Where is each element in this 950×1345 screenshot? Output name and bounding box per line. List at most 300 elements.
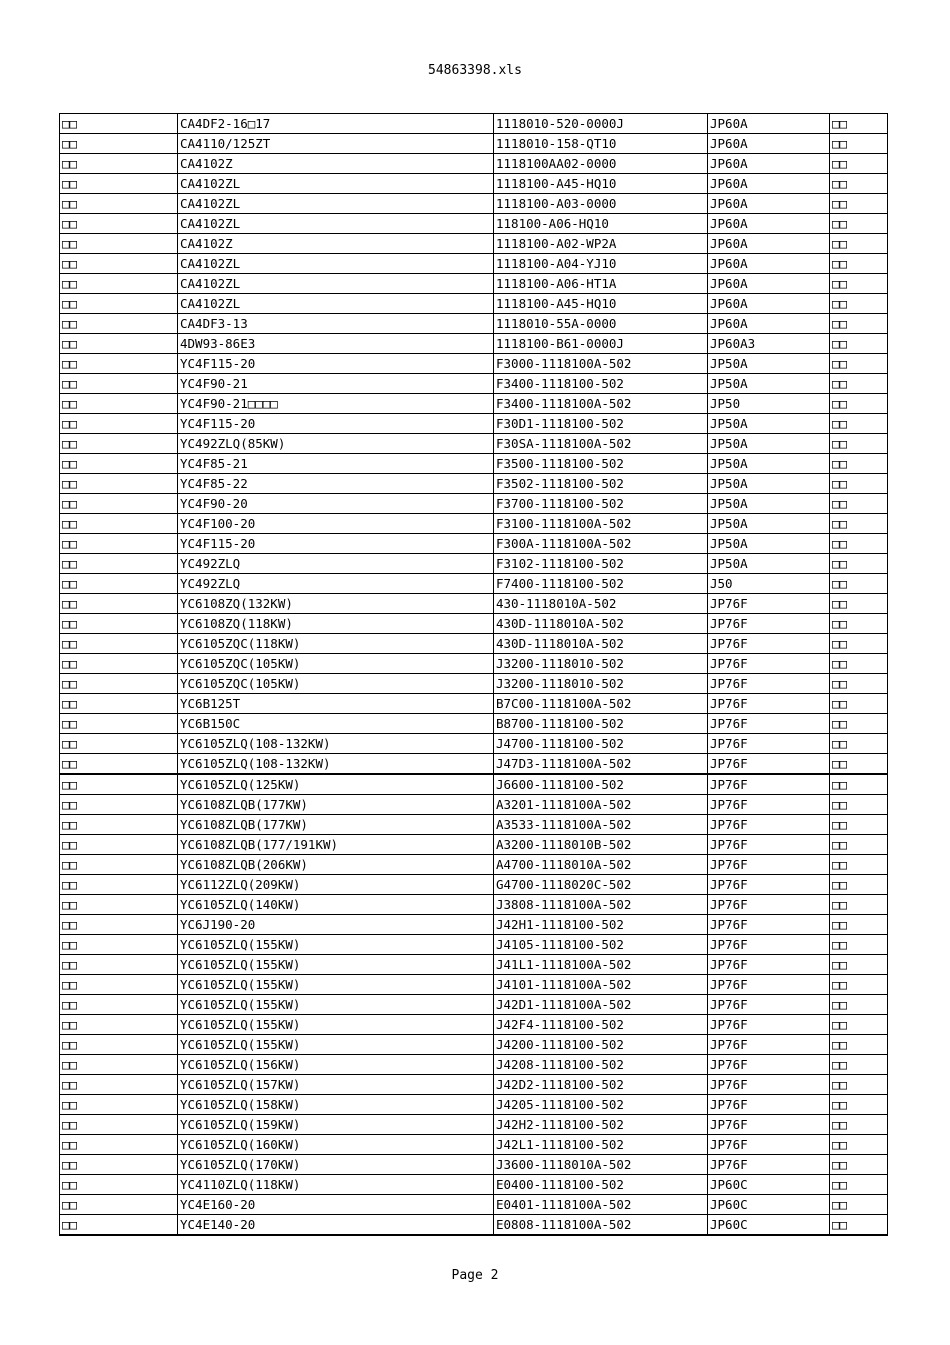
spec-code-cell: JP60A — [708, 314, 830, 334]
spec-code-cell: JP60C — [708, 1175, 830, 1195]
engine-model-cell: YC6108ZQ(118KW) — [178, 614, 494, 634]
table-row — [60, 234, 888, 254]
note-cell: □□ — [830, 134, 888, 154]
engine-model-cell: YC6105ZLQ(157KW) — [178, 1075, 494, 1095]
table-row — [60, 154, 888, 174]
engine-model-cell: YC6108ZLQB(206KW) — [178, 855, 494, 875]
category-cell: □□ — [60, 1155, 178, 1175]
table-row — [60, 314, 888, 334]
part-number-cell: J42H2-1118100-502 — [494, 1115, 708, 1135]
engine-model-cell: YC4F85-21 — [178, 454, 494, 474]
category-cell: □□ — [60, 1115, 178, 1135]
engine-model-cell: YC6105ZLQ(159KW) — [178, 1115, 494, 1135]
category-cell: □□ — [60, 314, 178, 334]
note-cell: □□ — [830, 154, 888, 174]
spec-code-cell: JP76F — [708, 714, 830, 734]
table-row — [60, 1135, 888, 1155]
table-row — [60, 134, 888, 154]
spec-code-cell: JP76F — [708, 855, 830, 875]
spec-code-cell: JP76F — [708, 1075, 830, 1095]
engine-model-cell: YC6105ZLQ(155KW) — [178, 995, 494, 1015]
category-cell: □□ — [60, 394, 178, 414]
category-cell: □□ — [60, 594, 178, 614]
engine-model-cell: YC4F90-20 — [178, 494, 494, 514]
part-number-cell: 1118010-520-0000J — [494, 114, 708, 134]
spec-code-cell: JP60A — [708, 274, 830, 294]
engine-model-cell: CA4102ZL — [178, 254, 494, 274]
note-cell: □□ — [830, 754, 888, 775]
spec-code-cell: JP50A — [708, 354, 830, 374]
document-title: 54863398.xls — [428, 63, 522, 78]
table-row — [60, 1075, 888, 1095]
table-row — [60, 734, 888, 754]
part-number-cell: F3100-1118100A-502 — [494, 514, 708, 534]
engine-model-cell: CA4102Z — [178, 234, 494, 254]
category-cell: □□ — [60, 614, 178, 634]
spec-code-cell: JP60A — [708, 214, 830, 234]
part-number-cell: A4700-1118010A-502 — [494, 855, 708, 875]
note-cell: □□ — [830, 995, 888, 1015]
spec-code-cell: JP76F — [708, 835, 830, 855]
spec-code-cell: JP50 — [708, 394, 830, 414]
category-cell: □□ — [60, 654, 178, 674]
note-cell: □□ — [830, 935, 888, 955]
part-number-cell: E0401-1118100A-502 — [494, 1195, 708, 1215]
part-number-cell: B8700-1118100-502 — [494, 714, 708, 734]
part-number-cell: F3500-1118100-502 — [494, 454, 708, 474]
category-cell: □□ — [60, 254, 178, 274]
part-number-cell: 430D-1118010A-502 — [494, 614, 708, 634]
note-cell: □□ — [830, 815, 888, 835]
category-cell: □□ — [60, 234, 178, 254]
engine-model-cell: YC492ZLQ(85KW) — [178, 434, 494, 454]
note-cell: □□ — [830, 634, 888, 654]
table-row — [60, 574, 888, 594]
table-row — [60, 434, 888, 454]
table-row — [60, 1195, 888, 1215]
engine-model-cell: YC6B150C — [178, 714, 494, 734]
table-row — [60, 714, 888, 734]
spec-code-cell: JP60A — [708, 194, 830, 214]
part-number-cell: J42H1-1118100-502 — [494, 915, 708, 935]
category-cell: □□ — [60, 855, 178, 875]
spec-code-cell: JP50A — [708, 534, 830, 554]
table-row — [60, 414, 888, 434]
part-number-cell: 1118100-A03-0000 — [494, 194, 708, 214]
table-row — [60, 654, 888, 674]
engine-model-cell: YC4E140-20 — [178, 1215, 494, 1236]
spec-code-cell: JP76F — [708, 594, 830, 614]
engine-model-cell: YC4F115-20 — [178, 414, 494, 434]
table-row — [60, 694, 888, 714]
note-cell: □□ — [830, 114, 888, 134]
category-cell: □□ — [60, 454, 178, 474]
part-number-cell: J47D3-1118100A-502 — [494, 754, 708, 775]
note-cell: □□ — [830, 975, 888, 995]
table-row — [60, 294, 888, 314]
part-number-cell: 1118100-A06-HT1A — [494, 274, 708, 294]
note-cell: □□ — [830, 835, 888, 855]
spec-code-cell: JP76F — [708, 995, 830, 1015]
engine-model-cell: YC6J190-20 — [178, 915, 494, 935]
table-row — [60, 975, 888, 995]
engine-model-cell: YC4110ZLQ(118KW) — [178, 1175, 494, 1195]
engine-model-cell: YC6105ZLQ(155KW) — [178, 1015, 494, 1035]
engine-model-cell: CA4DF2-16□17 — [178, 114, 494, 134]
table-row — [60, 674, 888, 694]
spec-code-cell: JP60A — [708, 134, 830, 154]
category-cell: □□ — [60, 374, 178, 394]
engine-model-cell: YC4F90-21 — [178, 374, 494, 394]
note-cell: □□ — [830, 494, 888, 514]
table-row — [60, 114, 888, 134]
spec-code-cell: JP76F — [708, 754, 830, 775]
part-number-cell: 1118010-158-QT10 — [494, 134, 708, 154]
part-number-cell: F7400-1118100-502 — [494, 574, 708, 594]
table-row — [60, 554, 888, 574]
note-cell: □□ — [830, 915, 888, 935]
spec-code-cell: JP76F — [708, 674, 830, 694]
part-number-cell: 1118100-A45-HQ10 — [494, 294, 708, 314]
table-row — [60, 274, 888, 294]
spec-code-cell: JP76F — [708, 734, 830, 754]
spec-code-cell: JP76F — [708, 915, 830, 935]
part-number-cell: J42D2-1118100-502 — [494, 1075, 708, 1095]
category-cell: □□ — [60, 474, 178, 494]
table-row — [60, 1215, 888, 1236]
engine-model-cell: YC492ZLQ — [178, 554, 494, 574]
spec-code-cell: JP50A — [708, 374, 830, 394]
part-number-cell: J4208-1118100-502 — [494, 1055, 708, 1075]
category-cell: □□ — [60, 154, 178, 174]
table-row — [60, 855, 888, 875]
part-number-cell: J3808-1118100A-502 — [494, 895, 708, 915]
table-row — [60, 1095, 888, 1115]
table-row — [60, 815, 888, 835]
note-cell: □□ — [830, 1195, 888, 1215]
spec-code-cell: JP76F — [708, 975, 830, 995]
engine-model-cell: CA4102ZL — [178, 214, 494, 234]
table-row — [60, 634, 888, 654]
table-row — [60, 214, 888, 234]
note-cell: □□ — [830, 1095, 888, 1115]
spec-code-cell: JP76F — [708, 1095, 830, 1115]
spec-code-cell: JP60C — [708, 1195, 830, 1215]
table-row — [60, 614, 888, 634]
note-cell: □□ — [830, 314, 888, 334]
category-cell: □□ — [60, 1055, 178, 1075]
category-cell: □□ — [60, 714, 178, 734]
table-row — [60, 1175, 888, 1195]
category-cell: □□ — [60, 174, 178, 194]
note-cell: □□ — [830, 234, 888, 254]
note-cell: □□ — [830, 774, 888, 795]
part-number-cell: 1118100-A45-HQ10 — [494, 174, 708, 194]
part-number-cell: E0808-1118100A-502 — [494, 1215, 708, 1236]
part-number-cell: A3533-1118100A-502 — [494, 815, 708, 835]
category-cell: □□ — [60, 574, 178, 594]
engine-model-cell: CA4102ZL — [178, 294, 494, 314]
spec-code-cell: JP50A — [708, 494, 830, 514]
part-number-cell: A3200-1118010B-502 — [494, 835, 708, 855]
engine-model-cell: YC6105ZLQ(170KW) — [178, 1155, 494, 1175]
engine-model-cell: YC6105ZLQ(108-132KW) — [178, 734, 494, 754]
part-number-cell: F3700-1118100-502 — [494, 494, 708, 514]
table-row — [60, 1015, 888, 1035]
note-cell: □□ — [830, 1135, 888, 1155]
engine-model-cell: YC6108ZQ(132KW) — [178, 594, 494, 614]
note-cell: □□ — [830, 1175, 888, 1195]
note-cell: □□ — [830, 875, 888, 895]
spec-code-cell: JP76F — [708, 955, 830, 975]
note-cell: □□ — [830, 674, 888, 694]
note-cell: □□ — [830, 294, 888, 314]
engine-model-cell: YC6105ZLQ(155KW) — [178, 1035, 494, 1055]
spec-code-cell: JP60A3 — [708, 334, 830, 354]
part-number-cell: J4205-1118100-502 — [494, 1095, 708, 1115]
part-number-cell: 118100-A06-HQ10 — [494, 214, 708, 234]
engine-model-cell: YC6105ZLQ(156KW) — [178, 1055, 494, 1075]
note-cell: □□ — [830, 354, 888, 374]
note-cell: □□ — [830, 1035, 888, 1055]
note-cell: □□ — [830, 254, 888, 274]
table-row — [60, 774, 888, 795]
part-number-cell: G4700-1118020C-502 — [494, 875, 708, 895]
category-cell: □□ — [60, 434, 178, 454]
part-number-cell: J41L1-1118100A-502 — [494, 955, 708, 975]
spreadsheet-table — [59, 113, 888, 1236]
spreadsheet-body — [60, 114, 888, 1236]
table-row — [60, 474, 888, 494]
spec-code-cell: JP76F — [708, 1115, 830, 1135]
category-cell: □□ — [60, 935, 178, 955]
spec-code-cell: JP60A — [708, 114, 830, 134]
engine-model-cell: YC6105ZLQ(155KW) — [178, 955, 494, 975]
spec-code-cell: JP60A — [708, 234, 830, 254]
note-cell: □□ — [830, 574, 888, 594]
spec-code-cell: JP76F — [708, 634, 830, 654]
note-cell: □□ — [830, 694, 888, 714]
part-number-cell: F3000-1118100A-502 — [494, 354, 708, 374]
spec-code-cell: JP76F — [708, 875, 830, 895]
spec-code-cell: JP76F — [708, 1055, 830, 1075]
engine-model-cell: YC6108ZLQB(177KW) — [178, 815, 494, 835]
note-cell: □□ — [830, 795, 888, 815]
spec-code-cell: JP76F — [708, 694, 830, 714]
category-cell: □□ — [60, 534, 178, 554]
table-row — [60, 754, 888, 775]
note-cell: □□ — [830, 414, 888, 434]
engine-model-cell: YC6105ZLQ(125KW) — [178, 774, 494, 795]
table-row — [60, 795, 888, 815]
category-cell: □□ — [60, 1035, 178, 1055]
category-cell: □□ — [60, 274, 178, 294]
engine-model-cell: CA4102ZL — [178, 194, 494, 214]
note-cell: □□ — [830, 855, 888, 875]
engine-model-cell: YC6105ZQC(105KW) — [178, 674, 494, 694]
engine-model-cell: YC6105ZLQ(140KW) — [178, 895, 494, 915]
engine-model-cell: YC6108ZLQB(177/191KW) — [178, 835, 494, 855]
category-cell: □□ — [60, 734, 178, 754]
note-cell: □□ — [830, 394, 888, 414]
spec-code-cell: JP60A — [708, 174, 830, 194]
engine-model-cell: YC4F115-20 — [178, 354, 494, 374]
category-cell: □□ — [60, 875, 178, 895]
part-number-cell: J42D1-1118100A-502 — [494, 995, 708, 1015]
table-row — [60, 895, 888, 915]
table-row — [60, 835, 888, 855]
spec-code-cell: JP60A — [708, 254, 830, 274]
category-cell: □□ — [60, 815, 178, 835]
note-cell: □□ — [830, 434, 888, 454]
engine-model-cell: YC6105ZLQ(160KW) — [178, 1135, 494, 1155]
spec-code-cell: JP76F — [708, 1155, 830, 1175]
table-row — [60, 194, 888, 214]
spec-code-cell: JP60A — [708, 154, 830, 174]
note-cell: □□ — [830, 514, 888, 534]
table-row — [60, 374, 888, 394]
category-cell: □□ — [60, 1075, 178, 1095]
table-row — [60, 935, 888, 955]
engine-model-cell: YC4F85-22 — [178, 474, 494, 494]
note-cell: □□ — [830, 594, 888, 614]
part-number-cell: J3200-1118010-502 — [494, 674, 708, 694]
part-number-cell: E0400-1118100-502 — [494, 1175, 708, 1195]
note-cell: □□ — [830, 274, 888, 294]
part-number-cell: J3600-1118010A-502 — [494, 1155, 708, 1175]
part-number-cell: J42L1-1118100-502 — [494, 1135, 708, 1155]
part-number-cell: F30D1-1118100-502 — [494, 414, 708, 434]
note-cell: □□ — [830, 554, 888, 574]
engine-model-cell: YC6105ZLQ(155KW) — [178, 935, 494, 955]
part-number-cell: 1118100AA02-0000 — [494, 154, 708, 174]
category-cell: □□ — [60, 214, 178, 234]
spec-code-cell: JP76F — [708, 1015, 830, 1035]
note-cell: □□ — [830, 374, 888, 394]
engine-model-cell: YC6105ZQC(118KW) — [178, 634, 494, 654]
category-cell: □□ — [60, 114, 178, 134]
table-row — [60, 995, 888, 1015]
note-cell: □□ — [830, 1055, 888, 1075]
category-cell: □□ — [60, 554, 178, 574]
engine-model-cell: YC6105ZLQ(158KW) — [178, 1095, 494, 1115]
note-cell: □□ — [830, 474, 888, 494]
part-number-cell: 1118100-B61-0000J — [494, 334, 708, 354]
part-number-cell: J3200-1118010-502 — [494, 654, 708, 674]
category-cell: □□ — [60, 674, 178, 694]
table-row — [60, 354, 888, 374]
note-cell: □□ — [830, 614, 888, 634]
category-cell: □□ — [60, 354, 178, 374]
engine-model-cell: YC6108ZLQB(177KW) — [178, 795, 494, 815]
part-number-cell: F30SA-1118100A-502 — [494, 434, 708, 454]
category-cell: □□ — [60, 634, 178, 654]
category-cell: □□ — [60, 995, 178, 1015]
category-cell: □□ — [60, 915, 178, 935]
category-cell: □□ — [60, 134, 178, 154]
page-number: Page 2 — [451, 1268, 499, 1283]
part-number-cell: 1118100-A04-YJ10 — [494, 254, 708, 274]
table-row — [60, 514, 888, 534]
category-cell: □□ — [60, 1195, 178, 1215]
table-row — [60, 594, 888, 614]
note-cell: □□ — [830, 1115, 888, 1135]
part-number-cell: F3400-1118100A-502 — [494, 394, 708, 414]
table-row — [60, 915, 888, 935]
note-cell: □□ — [830, 1215, 888, 1236]
part-number-cell: 1118010-55A-0000 — [494, 314, 708, 334]
category-cell: □□ — [60, 514, 178, 534]
engine-model-cell: YC4F100-20 — [178, 514, 494, 534]
category-cell: □□ — [60, 1095, 178, 1115]
part-number-cell: J4200-1118100-502 — [494, 1035, 708, 1055]
category-cell: □□ — [60, 975, 178, 995]
note-cell: □□ — [830, 955, 888, 975]
table-row — [60, 1115, 888, 1135]
spec-code-cell: JP76F — [708, 774, 830, 795]
note-cell: □□ — [830, 734, 888, 754]
table-row — [60, 494, 888, 514]
table-row — [60, 334, 888, 354]
part-number-cell: B7C00-1118100A-502 — [494, 694, 708, 714]
table-row — [60, 454, 888, 474]
spec-code-cell: JP60C — [708, 1215, 830, 1236]
part-number-cell: J4700-1118100-502 — [494, 734, 708, 754]
spec-code-cell: JP60A — [708, 294, 830, 314]
note-cell: □□ — [830, 534, 888, 554]
note-cell: □□ — [830, 1015, 888, 1035]
category-cell: □□ — [60, 1175, 178, 1195]
engine-model-cell: YC4F90-21□□□□ — [178, 394, 494, 414]
spec-code-cell: JP50A — [708, 474, 830, 494]
spec-code-cell: JP76F — [708, 1035, 830, 1055]
engine-model-cell: YC6105ZQC(105KW) — [178, 654, 494, 674]
table-row — [60, 254, 888, 274]
engine-model-cell: CA4102ZL — [178, 174, 494, 194]
note-cell: □□ — [830, 334, 888, 354]
engine-model-cell: CA4110/125ZT — [178, 134, 494, 154]
part-number-cell: J4105-1118100-502 — [494, 935, 708, 955]
engine-model-cell: CA4DF3-13 — [178, 314, 494, 334]
category-cell: □□ — [60, 414, 178, 434]
category-cell: □□ — [60, 694, 178, 714]
category-cell: □□ — [60, 774, 178, 795]
note-cell: □□ — [830, 454, 888, 474]
table-row — [60, 1155, 888, 1175]
note-cell: □□ — [830, 895, 888, 915]
spec-code-cell: JP76F — [708, 935, 830, 955]
note-cell: □□ — [830, 714, 888, 734]
spec-code-cell: JP50A — [708, 414, 830, 434]
table-row — [60, 394, 888, 414]
category-cell: □□ — [60, 1135, 178, 1155]
table-row — [60, 1035, 888, 1055]
table-row — [60, 955, 888, 975]
category-cell: □□ — [60, 294, 178, 314]
spec-code-cell: JP76F — [708, 654, 830, 674]
spec-code-cell: J50 — [708, 574, 830, 594]
part-number-cell: 1118100-A02-WP2A — [494, 234, 708, 254]
note-cell: □□ — [830, 194, 888, 214]
category-cell: □□ — [60, 754, 178, 775]
part-number-cell: A3201-1118100A-502 — [494, 795, 708, 815]
table-row — [60, 1055, 888, 1075]
category-cell: □□ — [60, 194, 178, 214]
part-number-cell: F3400-1118100-502 — [494, 374, 708, 394]
part-number-cell: F3502-1118100-502 — [494, 474, 708, 494]
category-cell: □□ — [60, 334, 178, 354]
spec-code-cell: JP50A — [708, 554, 830, 574]
